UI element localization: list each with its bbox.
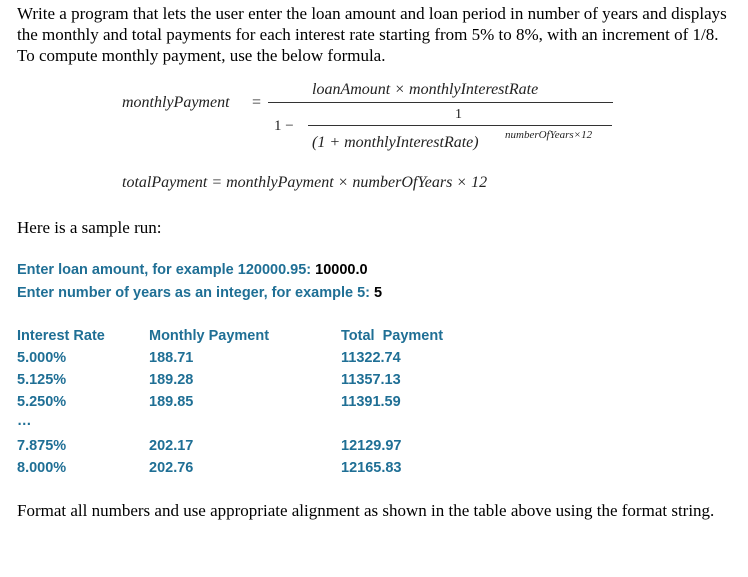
table-header-interest-rate: Interest Rate	[17, 328, 105, 344]
table-row-monthly: 202.76	[149, 460, 194, 476]
table-ellipsis: …	[17, 413, 32, 429]
table-row-rate: 8.000%	[17, 460, 67, 476]
outro-paragraph: Format all numbers and use appropriate alignment as shown in the table above using the format string.	[17, 501, 715, 520]
sample-run-label: Here is a sample run:	[17, 218, 162, 237]
table-row-monthly: 202.17	[149, 438, 194, 454]
formula-equals: =	[252, 94, 262, 111]
formula-numerator: loanAmount × monthlyInterestRate	[312, 81, 539, 98]
console-line-loan-amount	[17, 262, 368, 278]
formula-main-fraction-bar	[268, 102, 613, 103]
formula-one-minus: 1 −	[274, 118, 294, 134]
console-prompt-loan-amount: Enter loan amount, for example 120000.95:	[17, 262, 316, 278]
console-input-years: 5	[374, 285, 383, 301]
console-prompt-years: Enter number of years as an integer, for example 5:	[17, 285, 374, 301]
table-row-total: 12165.83	[341, 460, 402, 476]
table-row-rate: 5.125%	[17, 372, 67, 388]
table-row-monthly: 188.71	[149, 350, 194, 366]
table-row-total: 11322.74	[341, 350, 401, 366]
table-row-rate: 7.875%	[17, 438, 67, 454]
table-header-monthly-payment: Monthly Payment	[149, 328, 270, 344]
console-line-years	[17, 285, 382, 301]
table-row-monthly: 189.28	[149, 372, 194, 388]
table-row-total: 11357.13	[341, 372, 401, 388]
table-row-total: 12129.97	[341, 438, 402, 454]
table-header-total-payment: Total Payment	[341, 328, 444, 344]
table-row-monthly: 189.85	[149, 394, 194, 410]
intro-paragraph: Write a program that lets the user enter the loan amount and loan period in number of years and displays the monthly and total payments for each interest rate starting from 5% to 8%, with an increment of 1/8. To compute monthly payment, use the below formula.	[17, 4, 727, 65]
formula-exponent: numberOfYears×12	[505, 129, 593, 141]
formula-inner-fraction-bar	[308, 125, 612, 126]
table-row-rate: 5.000%	[17, 350, 67, 366]
formula-inner-numerator: 1	[455, 107, 462, 122]
formula-inner-denominator: (1 + monthlyInterestRate)	[312, 134, 479, 151]
console-input-loan-amount: 10000.0	[315, 262, 368, 278]
formula-total-payment: totalPayment = monthlyPayment × numberOfYears × 12	[122, 174, 488, 191]
formula-lhs: monthlyPayment	[122, 94, 230, 111]
table-row-rate: 5.250%	[17, 394, 67, 410]
table-row-total: 11391.59	[341, 394, 401, 410]
